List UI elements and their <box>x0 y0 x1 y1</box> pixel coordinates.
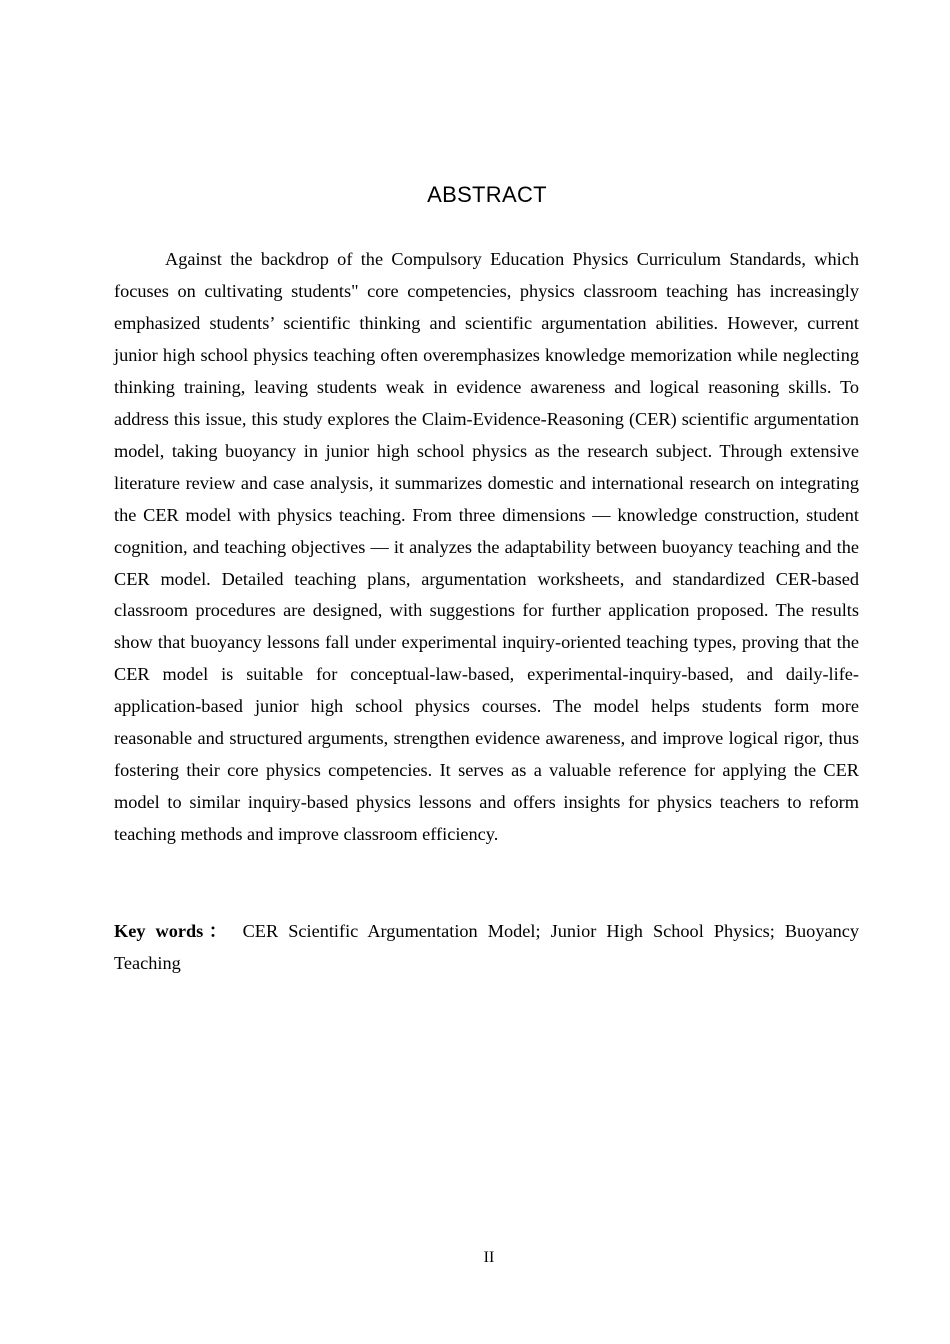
abstract-paragraph: Against the backdrop of the Compulsory Education Physics Curriculum Standards, which focuses on cultivating students" core competencies, physics classroom teaching has increasingly emphasized students’ scientific thinking and scientific argumentation abilities. However, current junior high school physics teaching often overemphasizes knowledge memorization while neglecting thinking training, leaving students weak in evidence awareness and logical reasoning skills. To address this issue, this study explores the Claim-Evidence-Reasoning (CER) scientific argumentation model, taking buoyancy in junior high school physics as the research subject. Through extensive literature review and case analysis, it summarizes domestic and international research on integrating the CER model with physics teaching. From three dimensions — knowledge construction, student cognition, and teaching objectives — it analyzes the adaptability between buoyancy teaching and the CER model. Detailed teaching plans, argumentation worksheets, and standardized CER-based classroom procedures are designed, with suggestions for further application proposed. The results show that buoyancy lessons fall under experimental inquiry-oriented teaching types, proving that the CER model is suitable for conceptual-law-based, experimental-inquiry-based, and daily-life-application-based junior high school physics courses. The model helps students form more reasonable and structured arguments, strengthen evidence awareness, and improve logical rigor, thus fostering their core physics competencies. It serves as a valuable reference for applying the CER model to similar inquiry-based physics lessons and offers insights for physics teachers to reform teaching methods and improve classroom efficiency. <box>114 249 859 845</box>
page-title: ABSTRACT <box>427 182 547 207</box>
keywords-text: CER Scientific Argumentation Model; Junior High School Physics; Buoyancy Teaching <box>114 921 859 973</box>
page-number: II <box>483 1249 495 1266</box>
keywords-line <box>114 915 859 979</box>
keywords-label: Key words： <box>114 921 233 941</box>
